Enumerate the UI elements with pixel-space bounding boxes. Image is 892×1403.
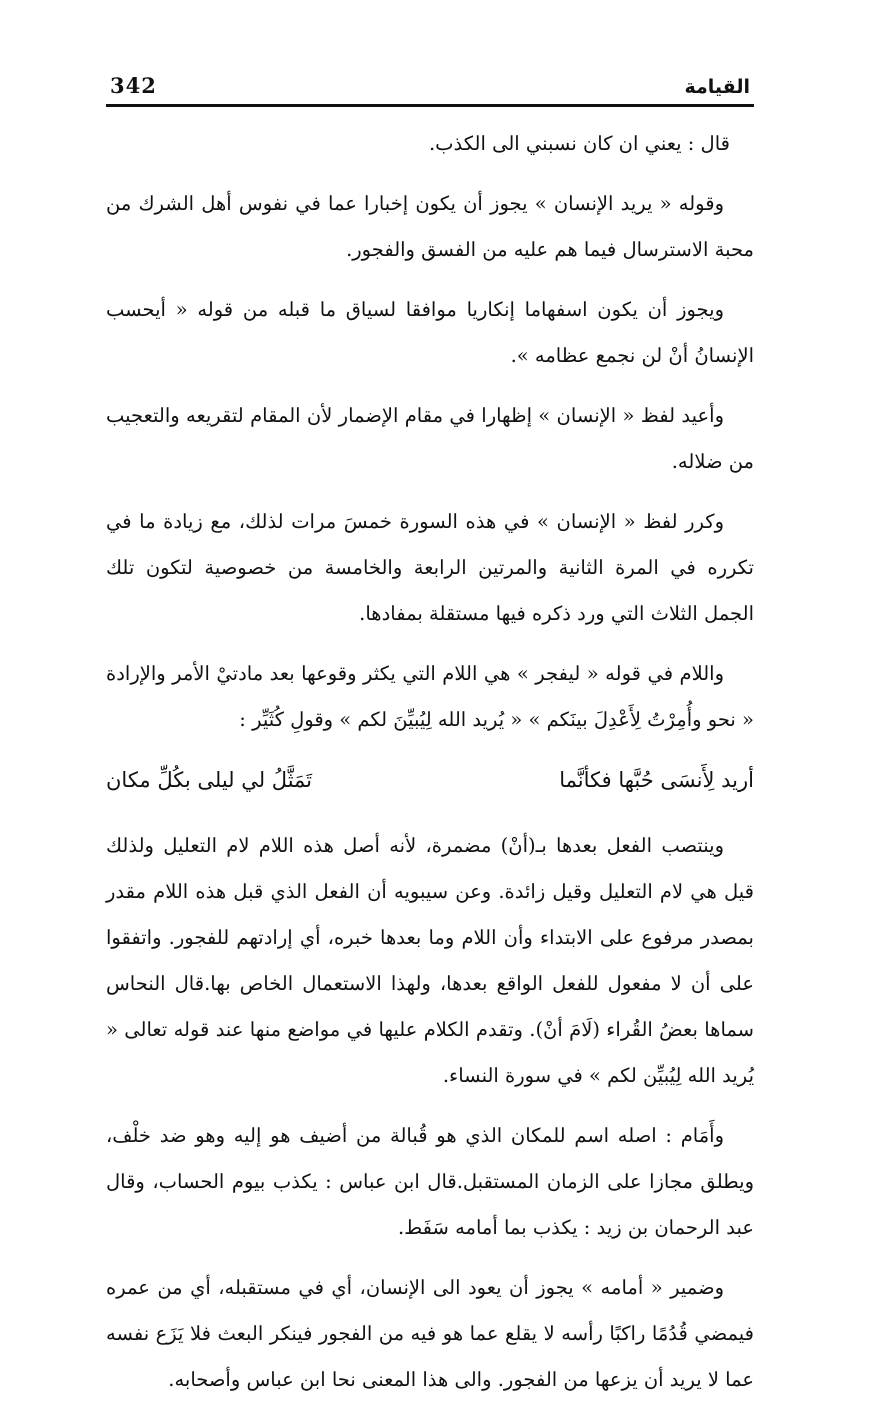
- page-number: 342: [110, 73, 157, 98]
- paragraph: وأَمَام : اصله اسم للمكان الذي هو قُبالة من أضيف هو إليه وهو ضد خلْف، ويطلق مجازا على الزمان المستقبل.قال ابن عباس : يكذب بيوم الحساب، وقال عبد الرحمان بن زيد : يكذب بما أمامه سَفَط.: [106, 1124, 754, 1239]
- poetry-verse: [106, 757, 754, 803]
- verse-hemistich-first: أريد لِأَنسَى حُبَّها فكأنَّما: [559, 768, 754, 792]
- running-title: القيامة: [684, 76, 750, 98]
- paragraph: قال : يعني ان كان نسبني الى الكذب.: [428, 132, 730, 155]
- paragraph: وقوله « يريد الإنسان » يجوز أن يكون إخبارا عما في نفوس أهل الشرك من محبة الاسترسال فيما هم عليه من الفسق والفجور.: [106, 192, 754, 261]
- header-rule: [106, 104, 754, 107]
- page-body: [106, 121, 754, 1403]
- page-header: [106, 58, 754, 98]
- paragraph: ويجوز أن يكون اسفهاما إنكاريا موافقا لسياق ما قبله من قوله « أيحسب الإنسانُ أنْ لن نجمع عظامه ».: [106, 298, 754, 367]
- verse-hemistich-second: تَمَثَّلُ لي ليلى بكُلِّ مكان: [106, 768, 313, 792]
- paragraph: واللام في قوله « ليفجر » هي اللام التي يكثر وقوعها بعد مادتيْ الأمر والإرادة « نحو وأُمِرْتُ لِأَعْدِلَ بينَكم » « يُريد الله لِيُبيِّنَ لكم » وقولِ كُثَيِّر :: [106, 662, 754, 731]
- paragraph: وأعيد لفظ « الإنسان » إظهارا في مقام الإضمار لأن المقام لتقريعه والتعجيب من ضلاله.: [106, 404, 754, 473]
- paragraph: وكرر لفظ « الإنسان » في هذه السورة خمسَ مرات لذلك، مع زيادة ما في تكرره في المرة الثانية والمرتين الرابعة والخامسة من خصوصية لتكون تلك الجمل الثلاث التي ورد ذكره فيها مستقلة بمفادها.: [106, 510, 754, 625]
- paragraph: وضمير « أمامه » يجوز أن يعود الى الإنسان، أي في مستقبله، أي من عمره فيمضي قُدُمًا راكبًا رأسه لا يقلع عما هو فيه من الفجور فينكر البعث فلا يَزَع نفسه عما لا يريد أن يزعها من الفجور. والى هذا المعنى نحا ابن عباس وأصحابه.: [106, 1276, 754, 1391]
- paragraph: وينتصب الفعل بعدها بـ(أنْ) مضمرة، لأنه أصل هذه اللام لام التعليل ولذلك قيل هي لام التعليل وقيل زائدة. وعن سيبويه أن الفعل الذي قبل هذه اللام مقدر بمصدر مرفوع على الابتداء وأن اللام وما بعدها خبره، أي إرادتهم للفجور. واتفقوا على أن لا مفعول للفعل الواقع بعدها، ولهذا الاستعمال الخاص بها.قال النحاس سماها بعضُ القُراء (لَامَ أنْ). وتقدم الكلام عليها في مواضع منها عند قوله تعالى « يُريد الله لِيُبيِّن لكم » في سورة النساء.: [106, 834, 754, 1087]
